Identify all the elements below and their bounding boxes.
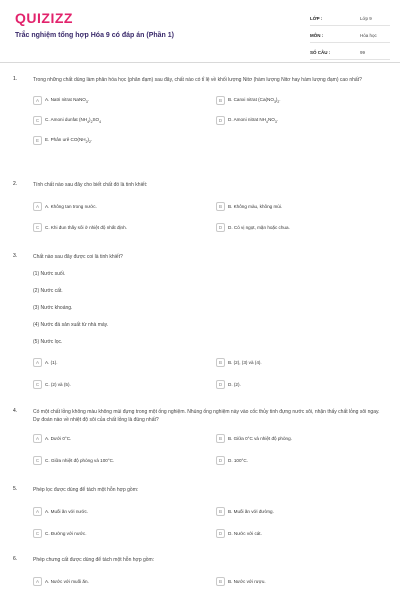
question-text: Phép chưng cất được dùng để tách một hỗn hợp gồm: [33,557,155,563]
option-text: B. (2), (3) và (4). [228,360,262,365]
option-a[interactable] [33,201,203,212]
worksheet-title: Trắc nghiệm tổng hợp Hóa 9 có đáp án (Phần 1) [15,32,174,39]
question-3 [0,253,400,408]
sub-item: (2) Nước cất. [33,288,63,294]
worksheet-meta [310,12,390,63]
worksheet-header [0,0,400,63]
option-d[interactable] [216,115,386,126]
sub-item: (5) Nước lọc. [33,339,63,345]
option-text: A. Dưới 0°C. [45,436,72,441]
option-b[interactable] [216,357,386,368]
option-text: A. Không tan trong nước. [45,204,97,209]
question-number: 5. [13,486,18,492]
question-text: Trong những chất dùng làm phân hóa học (phân đạm) sau đây, chất nào có tỉ lệ về khối lượng Nitơ (hàm lượng Nitơ hay hàm lượng đạm) cao nhất? [33,77,362,83]
option-letter-box: A [33,96,42,105]
sub-item-list [0,270,400,355]
option-letter-box: D [216,529,225,538]
question-number: 4. [13,408,18,414]
question-text: Phép lọc được dùng để tách một hỗn hợp gồm: [33,487,139,493]
option-d[interactable] [216,379,386,390]
option-a[interactable] [33,576,203,587]
option-letter-box: B [216,358,225,367]
option-b[interactable] [216,95,386,106]
option-letter-box: A [33,507,42,516]
meta-value: 99 [360,50,366,55]
option-text: D. 100°C. [228,458,248,463]
option-letter-box: C [33,116,42,125]
question-number: 3. [13,253,18,259]
question-number: 6. [13,556,18,562]
option-letter-box: C [33,456,42,465]
option-letter-box: D [216,380,225,389]
question-4 [0,408,400,486]
question-5 [0,486,400,556]
question-text: Có một chất lỏng không màu không mùi đựng trong một ống nghiệm. Nhúng ống nghiệm này vào cốc thủy tinh đựng nước sôi, nhận thấy chất lỏng sôi ngay. Dự đoán nào về nhiệt độ sôi của chất lỏng là đúng nhất? [33,409,380,423]
meta-value: Lớp 9 [360,16,372,21]
option-letter-box: D [216,223,225,232]
meta-row-count [310,46,390,60]
option-b[interactable] [216,201,386,212]
option-text: E. Phân urê $CO(NH_2)_2$. [45,137,93,144]
option-text: C. (2) và (5). [45,382,71,387]
option-c[interactable] [33,455,203,466]
option-text: B. Muối ăn với đường. [228,509,274,514]
option-letter-box: B [216,96,225,105]
quizizz-logo: QUIZIZZ [15,10,73,26]
option-text: D. (2). [228,382,241,387]
option-letter-box: B [216,577,225,586]
option-a[interactable] [33,357,203,368]
option-letter-box: C [33,380,42,389]
question-1 [0,76,400,181]
option-a[interactable] [33,506,203,517]
option-b[interactable] [216,433,386,444]
option-letter-box: A [33,434,42,443]
meta-value: Hóa học [360,33,377,38]
option-a[interactable] [33,433,203,444]
option-letter-box: B [216,202,225,211]
question-list [0,76,400,596]
option-b[interactable] [216,506,386,517]
option-text: D. Có vị ngọt, mặn hoặc chua. [228,225,290,230]
option-text: A. Natri nitrat NaNO$_3$. [45,97,90,104]
option-c[interactable] [33,528,203,539]
option-letter-box: D [216,456,225,465]
question-number: 1. [13,76,18,82]
question-text: Tính chất nào sau đây cho biết chất đó là tinh khiết: [33,182,148,188]
meta-row-class [310,12,390,26]
option-letter-box: A [33,358,42,367]
option-d[interactable] [216,528,386,539]
option-letter-box: C [33,223,42,232]
option-letter-box: B [216,507,225,516]
meta-label: SỐ CÂU : [310,50,331,55]
question-2 [0,181,400,253]
option-c[interactable] [33,222,203,233]
option-letter-box: D [216,116,225,125]
option-text: B. Giữa 0°C và nhiệt độ phòng. [228,436,292,441]
question-text: Chất nào sau đây được coi là tinh khiết? [33,254,123,260]
option-e[interactable] [33,135,203,146]
option-b[interactable] [216,576,386,587]
option-text: B. Nước với rượu. [228,579,266,584]
sub-item: (3) Nước khoáng. [33,305,73,311]
option-text: C. Giữa nhiệt độ phòng và 100°C. [45,458,115,463]
option-text: D. Nước với cát. [228,531,262,536]
option-text: A. Muối ăn với nước. [45,509,89,514]
option-d[interactable] [216,455,386,466]
option-text: C. Đường với nước. [45,531,87,536]
option-text: C. Amoni dunfat $(NH_4)_2SO_4$ [45,117,101,124]
option-c[interactable] [33,115,203,126]
question-6 [0,556,400,596]
option-letter-box: C [33,529,42,538]
meta-label: LỚP : [310,16,323,21]
option-letter-box: B [216,434,225,443]
option-a[interactable] [33,95,203,106]
option-text: A. (1). [45,360,58,365]
option-c[interactable] [33,379,203,390]
option-d[interactable] [216,222,386,233]
sub-item: (4) Nước đá sản xuất từ nhà máy. [33,322,109,328]
meta-label: MÔN : [310,33,324,38]
option-text: C. Khi đun thấy sôi ở nhiệt độ nhất định. [45,225,127,230]
sub-item: (1) Nước suối. [33,271,66,277]
option-text: D. Amoni nitrat $NH_4NO_3$. [228,117,278,124]
meta-row-subject [310,29,390,43]
option-letter-box: A [33,577,42,586]
option-letter-box: A [33,202,42,211]
option-text: A. Nước với muối ăn. [45,579,89,584]
option-text: B. Không màu, không mùi. [228,204,283,209]
question-number: 2. [13,181,18,187]
option-text: B. Canxi nitrat ($Ca(NO_3)_2$. [228,97,281,104]
option-letter-box: E [33,136,42,145]
